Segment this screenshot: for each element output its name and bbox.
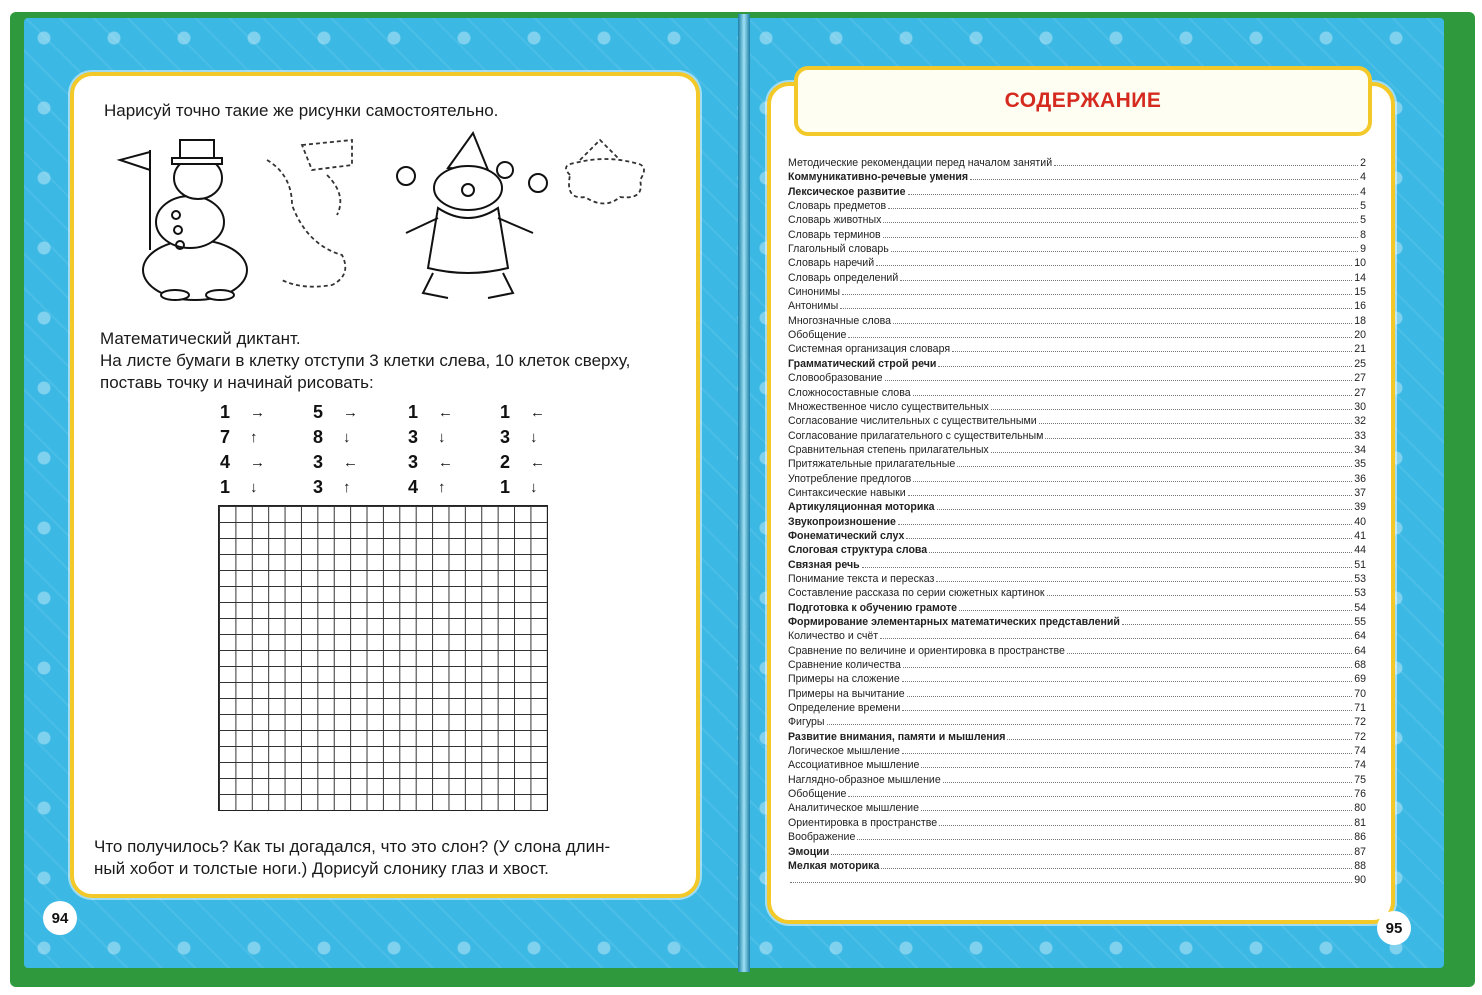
toc-entry-title: Звукопроизношение: [788, 515, 896, 528]
toc-entry-title: Лексическое развитие: [788, 185, 906, 198]
toc-entry: [788, 457, 1366, 471]
toc-leader-dots: [913, 395, 1353, 396]
toc-leader-dots: [952, 351, 1352, 352]
toc-entry: [788, 429, 1366, 443]
dictation-step: 1 ←: [408, 402, 453, 422]
toc-entry-title: Обобщение: [788, 788, 847, 801]
toc-entry: [788, 342, 1366, 356]
toc-entry-title: Глагольный словарь: [788, 243, 889, 256]
toc-entry-title: Сравнение количества: [788, 659, 901, 672]
dictation-title: Математический диктант.: [100, 329, 301, 348]
toc-entry-title: Грамматический строй речи: [788, 357, 937, 370]
toc-entry-title: Множественное число существительных: [788, 400, 989, 413]
toc-leader-dots: [902, 681, 1352, 682]
toc-entry-page: 86: [1354, 831, 1366, 844]
toc-entry: [788, 357, 1366, 371]
toc-leader-dots: [902, 753, 1352, 754]
toc-leader-dots: [937, 509, 1353, 510]
toc-entry-page: 39: [1354, 501, 1366, 514]
toc-entry-title: Антонимы: [788, 300, 839, 313]
toc-entry: [788, 414, 1366, 428]
toc-entry: [788, 845, 1366, 859]
dictation-step: 1 →: [220, 402, 265, 422]
toc-entry-page: 10: [1354, 257, 1366, 270]
toc-entry-title: Словарь определений: [788, 271, 899, 284]
toc-entry-page: 34: [1354, 443, 1366, 456]
toc-entry-title: Словарь предметов: [788, 200, 887, 213]
toc-leader-dots: [943, 782, 1352, 783]
toc-entry-page: 4: [1360, 171, 1366, 184]
toc-entry-title: Ориентировка в пространстве: [788, 816, 938, 829]
toc-leader-dots: [902, 710, 1352, 711]
toc-leader-dots: [840, 308, 1352, 309]
toc-leader-dots: [848, 796, 1352, 797]
toc-entry-page: 9: [1360, 243, 1366, 256]
toc-entry-title: Артикуляционная моторика: [788, 501, 935, 514]
toc-leader-dots: [913, 481, 1352, 482]
toc-leader-dots: [903, 667, 1352, 668]
toc-entry-page: 76: [1354, 788, 1366, 801]
dictation-step: 1 ↓: [500, 477, 538, 497]
dictation-step: 2 ←: [500, 452, 545, 472]
dictation-instruction-line1: На листе бумаги в клетку отступи 3 клетки слева, 10 клеток сверху,: [100, 351, 631, 370]
dictation-instruction-line2: поставь точку и начинай рисовать:: [100, 373, 374, 392]
dictation-column-3: [408, 400, 478, 500]
dictation-step: 5 →: [313, 402, 358, 422]
toc-entry: [788, 558, 1366, 572]
toc-entry-title: Сравнительная степень прилагательных: [788, 443, 989, 456]
toc-title: СОДЕРЖАНИЕ: [794, 66, 1372, 136]
toc-leader-dots: [891, 251, 1358, 252]
toc-leader-dots: [876, 265, 1352, 266]
toc-entry: [788, 400, 1366, 414]
toc-entry-page: 51: [1354, 558, 1366, 571]
dictation-column-2: [313, 400, 383, 500]
toc-entry-title: Понимание текста и пересказ: [788, 572, 935, 585]
toc-entry: [788, 500, 1366, 514]
toc-entry-page: 27: [1354, 372, 1366, 385]
toc-entry-page: 5: [1360, 214, 1366, 227]
toc-entry: [788, 486, 1366, 500]
toc-entry-page: 2: [1360, 157, 1366, 169]
toc-leader-dots: [900, 280, 1352, 281]
toc-entry-page: 53: [1354, 587, 1366, 600]
toc-leader-dots: [908, 495, 1353, 496]
toc-entry-title: Эмоции: [788, 845, 830, 858]
toc-leader-dots: [857, 839, 1352, 840]
toc-entry-page: 21: [1354, 343, 1366, 356]
toc-entry-title: Синонимы: [788, 286, 840, 299]
toc-entry-page: 88: [1354, 859, 1366, 872]
toc-entry-page: 37: [1354, 486, 1366, 499]
toc-entry-title: Количество и счёт: [788, 630, 879, 643]
toc-entry: [788, 371, 1366, 385]
clown-drawing: [388, 128, 553, 308]
toc-leader-dots: [1007, 739, 1352, 740]
toc-entry-title: Наглядно-образное мышление: [788, 773, 941, 786]
dictation-step: 3 ↑: [313, 477, 351, 497]
toc-leader-dots: [906, 538, 1352, 539]
toc-entry-title: Составление рассказа по серии сюжетных картинок: [788, 587, 1045, 600]
question-line1: Что получилось? Как ты догадался, что это слон? (У слона длин-: [94, 837, 611, 856]
toc-entry: [788, 672, 1366, 686]
toc-entry-page: 81: [1354, 816, 1366, 829]
toc-entry-page: 80: [1354, 802, 1366, 815]
toc-entry-title: Согласование числительных с существительными: [788, 415, 1037, 428]
toc-entry: [788, 242, 1366, 256]
toc-leader-dots: [888, 208, 1358, 209]
toc-entry-title: Логическое мышление: [788, 745, 900, 758]
toc-entry-title: Сложносоставные слова: [788, 386, 911, 399]
toc-entry-title: Примеры на сложение: [788, 673, 900, 686]
toc-entry-title: Мелкая моторика: [788, 859, 880, 872]
toc-entry-title: Связная речь: [788, 558, 860, 571]
toc-entry: [788, 830, 1366, 844]
toc-entry-page: 74: [1354, 745, 1366, 758]
toc-entry-title: Развитие внимания, памяти и мышления: [788, 730, 1006, 743]
toc-leader-dots: [939, 825, 1352, 826]
toc-entry-title: Словарь терминов: [788, 228, 881, 241]
toc-entry: [788, 586, 1366, 600]
toc-leader-dots: [883, 237, 1358, 238]
toc-entry-title: Системная организация словаря: [788, 343, 951, 356]
toc-leader-dots: [831, 854, 1352, 855]
toc-entry-title: Определение времени: [788, 702, 901, 715]
toc-leader-dots: [842, 294, 1352, 295]
toc-entry: [788, 228, 1366, 242]
toc-entry: [788, 515, 1366, 529]
toc-entry: [788, 816, 1366, 830]
toc-entry: [788, 801, 1366, 815]
toc-leader-dots: [883, 222, 1358, 223]
toc-entry-page: 71: [1354, 702, 1366, 715]
toc-leader-dots: [881, 868, 1352, 869]
toc-entry: [788, 859, 1366, 873]
toc-entry: [788, 773, 1366, 787]
dictation-step: 3 ←: [313, 452, 358, 472]
toc-leader-dots: [936, 581, 1352, 582]
toc-entry-title: Синтаксические навыки: [788, 486, 906, 499]
toc-leader-dots: [827, 724, 1353, 725]
toc-entry-title: Примеры на вычитание: [788, 687, 905, 700]
toc-entry-page: 16: [1354, 300, 1366, 313]
toc-leader-dots: [790, 882, 1352, 883]
toc-leader-dots: [991, 452, 1352, 453]
toc-entry-page: 68: [1354, 659, 1366, 672]
toc-leader-dots: [1122, 624, 1352, 625]
toc-entry: [788, 644, 1366, 658]
toc-entry-page: 55: [1354, 616, 1366, 628]
dictation-step: 3 ←: [408, 452, 453, 472]
toc-entry: [788, 543, 1366, 557]
toc-leader-dots: [848, 337, 1352, 338]
toc-entry: [788, 658, 1366, 672]
toc-entry-title: Словарь наречий: [788, 257, 875, 270]
toc-entry: [788, 715, 1366, 729]
toc-entry-page: 70: [1354, 687, 1366, 700]
toc-entry: [788, 730, 1366, 744]
toc-entry-page: 72: [1354, 730, 1366, 743]
toc-entry: [788, 744, 1366, 758]
dictation-step: 1 ←: [500, 402, 545, 422]
toc-entry: [788, 285, 1366, 299]
toc-entry-title: Аналитическое мышление: [788, 802, 919, 815]
toc-entry-title: Сравнение по величине и ориентировка в пространстве: [788, 644, 1065, 657]
toc-entry: [788, 787, 1366, 801]
drawing-grid[interactable]: [218, 505, 548, 811]
toc-entry-title: Многозначные слова: [788, 314, 892, 327]
toc-entry-page: 87: [1354, 845, 1366, 858]
toc-entry: [788, 199, 1366, 213]
toc-entry-title: Фонематический слух: [788, 529, 905, 542]
page-number-right: 95: [1377, 911, 1411, 945]
toc-entry-page: 25: [1354, 357, 1366, 370]
toc-entry-page: 33: [1354, 429, 1366, 442]
toc-entry: [788, 615, 1366, 629]
dictation-step: 3 ↓: [500, 427, 538, 447]
toc-leader-dots: [991, 409, 1352, 410]
toc-entry: [788, 328, 1366, 342]
toc-entry-title: Фигуры: [788, 716, 825, 729]
toc-leader-dots: [1047, 595, 1353, 596]
dictation-step: 4 ↑: [408, 477, 446, 497]
toc-entry: [788, 314, 1366, 328]
clown-dashed-outline: [560, 135, 650, 215]
toc-leader-dots: [959, 610, 1352, 611]
drawing-instruction: Нарисуй точно такие же рисунки самостоятельно.: [104, 101, 499, 120]
toc-entry-page: 35: [1354, 458, 1366, 471]
toc-entry: [788, 185, 1366, 199]
toc-entry-page: 40: [1354, 515, 1366, 528]
toc-entry-title: Обобщение: [788, 329, 847, 342]
toc-entry-page: 41: [1354, 529, 1366, 542]
dictation-step: 4 →: [220, 452, 265, 472]
toc-leader-dots: [893, 323, 1352, 324]
toc-entry: [788, 873, 1366, 887]
toc-entry-page: 27: [1354, 386, 1366, 399]
toc-entry-page: 53: [1354, 572, 1366, 585]
toc-leader-dots: [907, 696, 1353, 697]
toc-entry-page: 64: [1354, 630, 1366, 643]
toc-leader-dots: [1067, 653, 1352, 654]
table-of-contents: [788, 156, 1366, 888]
toc-leader-dots: [929, 552, 1352, 553]
dictation-column-1: [220, 400, 290, 500]
toc-entry-title: Слоговая структура слова: [788, 544, 928, 557]
book-gutter: [738, 14, 750, 972]
toc-leader-dots: [1039, 423, 1352, 424]
toc-entry-page: 72: [1354, 716, 1366, 729]
snowman-drawing: [110, 130, 260, 305]
toc-entry-title: Ассоциативное мышление: [788, 759, 920, 772]
toc-entry: [788, 256, 1366, 270]
toc-entry-title: Словообразование: [788, 372, 883, 385]
toc-entry: [788, 529, 1366, 543]
snowman-dashed-outline: [262, 135, 362, 295]
toc-entry: [788, 472, 1366, 486]
toc-entry-page: 14: [1354, 271, 1366, 284]
dictation-column-4: [500, 400, 570, 500]
toc-entry-title: Воображение: [788, 831, 856, 844]
toc-entry: [788, 601, 1366, 615]
dictation-step: 1 ↓: [220, 477, 258, 497]
toc-entry-title: Согласование прилагательного с существительным: [788, 429, 1044, 442]
dictation-step: 3 ↓: [408, 427, 446, 447]
toc-leader-dots: [1054, 165, 1358, 166]
toc-entry-page: 36: [1354, 472, 1366, 485]
toc-entry-page: 64: [1354, 644, 1366, 657]
toc-entry: [788, 156, 1366, 170]
dictation-step: 8 ↓: [313, 427, 351, 447]
toc-entry-page: 74: [1354, 759, 1366, 772]
toc-entry: [788, 443, 1366, 457]
toc-entry: [788, 213, 1366, 227]
toc-leader-dots: [970, 179, 1358, 180]
toc-entry-page: 32: [1354, 415, 1366, 428]
toc-entry-title: Формирование элементарных математических представлений: [788, 616, 1120, 628]
toc-leader-dots: [957, 466, 1352, 467]
toc-entry-title: Притяжательные прилагательные: [788, 458, 956, 471]
toc-leader-dots: [908, 194, 1359, 195]
toc-entry: [788, 701, 1366, 715]
toc-entry-page: 5: [1360, 200, 1366, 213]
toc-entry: [788, 271, 1366, 285]
question-line2: ный хобот и толстые ноги.) Дорисуй слонику глаз и хвост.: [94, 859, 549, 878]
toc-entry: [788, 299, 1366, 313]
toc-entry: [788, 386, 1366, 400]
toc-entry-page: 8: [1360, 228, 1366, 241]
toc-leader-dots: [862, 567, 1353, 568]
toc-entry-title: Методические рекомендации перед началом занятий: [788, 157, 1053, 169]
toc-entry: [788, 758, 1366, 772]
toc-entry-page: 54: [1354, 601, 1366, 614]
toc-entry: [788, 572, 1366, 586]
dictation-step: 7 ↑: [220, 427, 258, 447]
toc-entry-page: 69: [1354, 673, 1366, 686]
toc-entry-page: 90: [1354, 874, 1366, 887]
toc-leader-dots: [921, 810, 1352, 811]
toc-entry-page: 15: [1354, 286, 1366, 299]
toc-entry: [788, 629, 1366, 643]
toc-entry-title: Подготовка к обучению грамоте: [788, 601, 958, 614]
toc-entry-title: Коммуникативно-речевые умения: [788, 171, 969, 184]
page-number-left: 94: [43, 901, 77, 935]
toc-entry-page: 75: [1354, 773, 1366, 786]
toc-entry-page: 18: [1354, 314, 1366, 327]
toc-entry-title: Употребление предлогов: [788, 472, 912, 485]
toc-entry-page: 44: [1354, 544, 1366, 557]
toc-entry-page: 4: [1360, 185, 1366, 198]
toc-leader-dots: [885, 380, 1353, 381]
toc-entry-page: 30: [1354, 400, 1366, 413]
toc-leader-dots: [921, 767, 1352, 768]
toc-leader-dots: [1045, 438, 1352, 439]
toc-entry-title: Словарь животных: [788, 214, 882, 227]
toc-entry: [788, 170, 1366, 184]
toc-leader-dots: [898, 524, 1352, 525]
toc-leader-dots: [938, 366, 1352, 367]
toc-leader-dots: [880, 638, 1352, 639]
toc-entry-page: 20: [1354, 329, 1366, 342]
toc-entry: [788, 687, 1366, 701]
